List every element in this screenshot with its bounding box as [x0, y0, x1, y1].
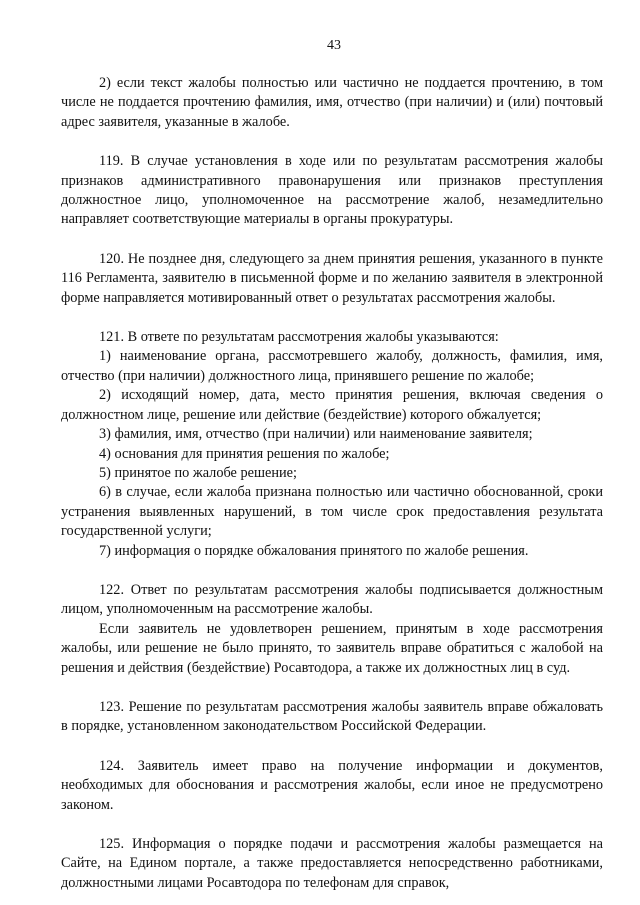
text-block [61, 757, 603, 815]
page-number: 43 [327, 38, 341, 53]
paragraph: 123. Решение по результатам рассмотрения жалобы заявитель вправе обжаловать в порядке, установленном законодательством Российской Федерации. [61, 698, 603, 735]
paragraph: 2) если текст жалобы полностью или частично не поддается прочтению, в том числе не поддается прочтению фамилия, имя, отчество (при наличии) и (или) почтовый адрес заявителя, указанные в жалобе. [61, 75, 603, 130]
text-block [61, 152, 603, 230]
paragraph: 5) принятое по жалобе решение; [99, 464, 297, 481]
paragraph: 120. Не позднее дня, следующего за днем принятия решения, указанного в пункте 116 Регламента, заявителю в письменной форме и по желанию заявителя в электронной форме направляется мотивированный ответ о результатах рассмотрения жалобы. [61, 250, 603, 306]
text-block [61, 250, 603, 308]
paragraph: 122. Ответ по результатам рассмотрения жалобы подписывается должностным лицом, уполномоченным на рассмотрение жалобы. [61, 581, 603, 618]
paragraph: 2) исходящий номер, дата, место принятия решения, включая сведения о должностном лице, решение или действие (бездействие) которого обжалуется; [61, 387, 603, 423]
paragraph: Если заявитель не удовлетворен решением, принятым в ходе рассмотрения жалобы, или решение не было принято, то заявитель вправе обратиться с жалобой на решения и действия (бездействие) Росавтодора, а также их должностных лиц в суд. [61, 620, 603, 676]
paragraph: 124. Заявитель имеет право на получение информации и документов, необходимых для обоснования и рассмотрения жалобы, если иное не предусмотрено законом. [61, 757, 603, 813]
paragraph: 7) информация о порядке обжалования принятого по жалобе решения. [99, 542, 529, 559]
text-block [61, 835, 603, 893]
paragraph: 125. Информация о порядке подачи и рассмотрения жалобы размещается на Сайте, на Едином портале, а также предоставляется непосредственно работниками, должностными лицами Росавтодора по телефонам для справок, [61, 836, 603, 891]
text-block [61, 328, 603, 561]
paragraph: 3) фамилия, имя, отчество (при наличии) или наименование заявителя; [99, 426, 533, 443]
paragraph: 119. В случае установления в ходе или по результатам рассмотрения жалобы признаков административного правонарушения или признаков преступления должностное лицо, уполномоченное на рассмотрение жалоб, незамедлительно направляет соответствующие материалы в органы прокуратуры. [61, 153, 603, 228]
text-block [61, 581, 603, 678]
paragraph: 1) наименование органа, рассмотревшего жалобу, должность, фамилия, имя, отчество (при наличии) должностного лица, принявшего решение по жалобе; [61, 348, 603, 384]
paragraph: 6) в случае, если жалоба признана полностью или частично обоснованной, сроки устранения выявленных нарушений, в том числе срок предоставления результата государственной услуги; [61, 484, 603, 540]
paragraph: 121. В ответе по результатам рассмотрения жалобы указываются: [99, 329, 499, 346]
text-block [61, 698, 603, 737]
paragraph: 4) основания для принятия решения по жалобе; [99, 445, 390, 462]
text-block [61, 74, 603, 132]
